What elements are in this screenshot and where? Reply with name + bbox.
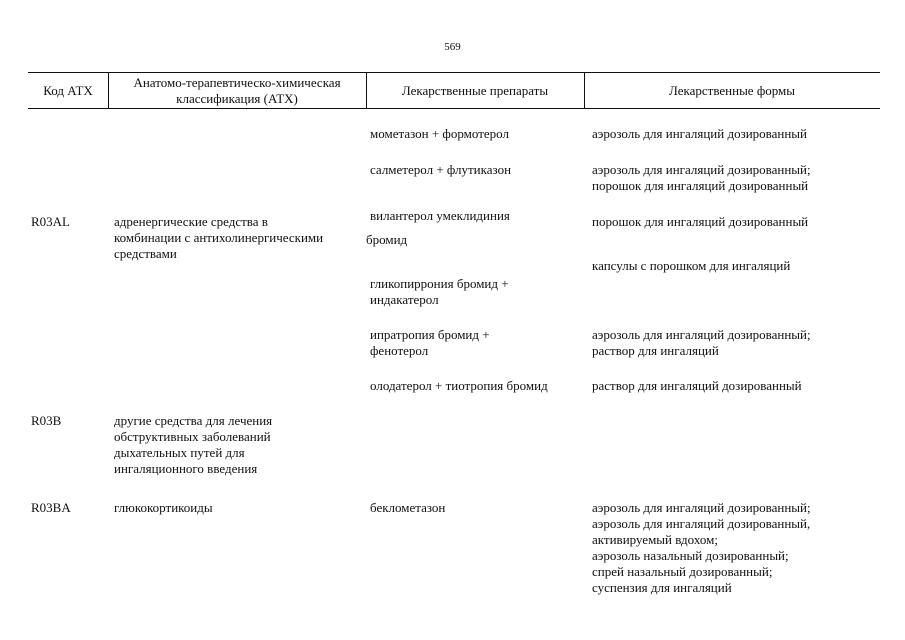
text-line: аэрозоль назальный дозированный; [592,548,789,563]
text-line: олодатерол + тиотропия бромид [370,378,548,393]
text-line: салметерол + флутиказон [370,162,512,177]
text-line: дыхательных путей для [114,445,245,460]
text-line: адренергические средства в [114,214,268,229]
drug-name [370,126,509,142]
header-drugs-label: Лекарственные препараты [401,82,549,98]
text-line: спрей назальный дозированный; [592,564,773,579]
text-line: ипратропия бромид + [370,327,490,342]
text-line: гликопиррония бромид + [370,276,509,291]
header-code [28,73,108,108]
text-line: аэрозоль для ингаляций дозированный; [592,327,811,342]
text-line: беклометазон [370,500,446,515]
text-line: суспензия для ингаляций [592,580,732,595]
text-line: глюкокортикоиды [114,500,213,515]
drug-form [592,258,790,274]
header-drugs [366,73,584,108]
drug-name [370,378,548,394]
drug-form [592,126,807,142]
drug-name [370,327,490,359]
drug-form [592,162,811,194]
drug-name [370,500,445,516]
text-line: индакатерол [370,292,439,307]
drug-form [592,327,811,359]
text-line: капсулы с порошком для ингаляций [592,258,791,273]
header-classification [108,73,366,108]
header-forms-label: Лекарственные формы [668,82,796,98]
atc-classification [114,413,272,477]
text-line: фенотерол [370,343,429,358]
atc-code: R03AL [31,214,70,229]
atc-classification [114,214,323,262]
atc-code: R03BA [31,500,71,515]
drug-name [370,208,510,224]
text-line: аэрозоль для ингаляций дозированный; [592,500,811,515]
atc-classification [114,500,213,516]
header-classification-line: классификация (АТХ) [176,90,298,106]
drug-form [592,500,811,596]
text-line: мометазон + формотерол [370,126,509,141]
text-line: активируемый вдохом; [592,532,718,547]
drug-name [370,162,511,178]
text-line: средствами [114,246,177,261]
text-line: порошок для ингаляций дозированный [592,214,809,229]
text-line: вилантерол умеклидиния [370,208,510,223]
text-line: порошок для ингаляций дозированный [592,178,809,193]
text-line: аэрозоль для ингаляций дозированный, [592,516,811,531]
drug-name [370,276,509,308]
table-header-rule [28,108,880,109]
header-classification-line: Анатомо-терапевтическо-химическая [133,74,341,90]
header-code-label: Код АТХ [43,82,93,98]
text-line: аэрозоль для ингаляций дозированный; [592,162,811,177]
drug-form [592,214,808,230]
text-line: аэрозоль для ингаляций дозированный [592,126,808,141]
drug-name-wrap: бромид [366,232,408,247]
text-line: раствор для ингаляций [592,343,719,358]
text-line: обструктивных заболеваний [114,429,271,444]
header-forms [584,73,880,108]
atc-code: R03B [31,413,62,428]
text-line: раствор для ингаляций дозированный [592,378,802,393]
text-line: комбинации с антихолинергическими [114,230,324,245]
text-line: другие средства для лечения [114,413,273,428]
text-line: ингаляционного введения [114,461,258,476]
drug-form [592,378,802,394]
page-number: 569 [444,41,461,53]
